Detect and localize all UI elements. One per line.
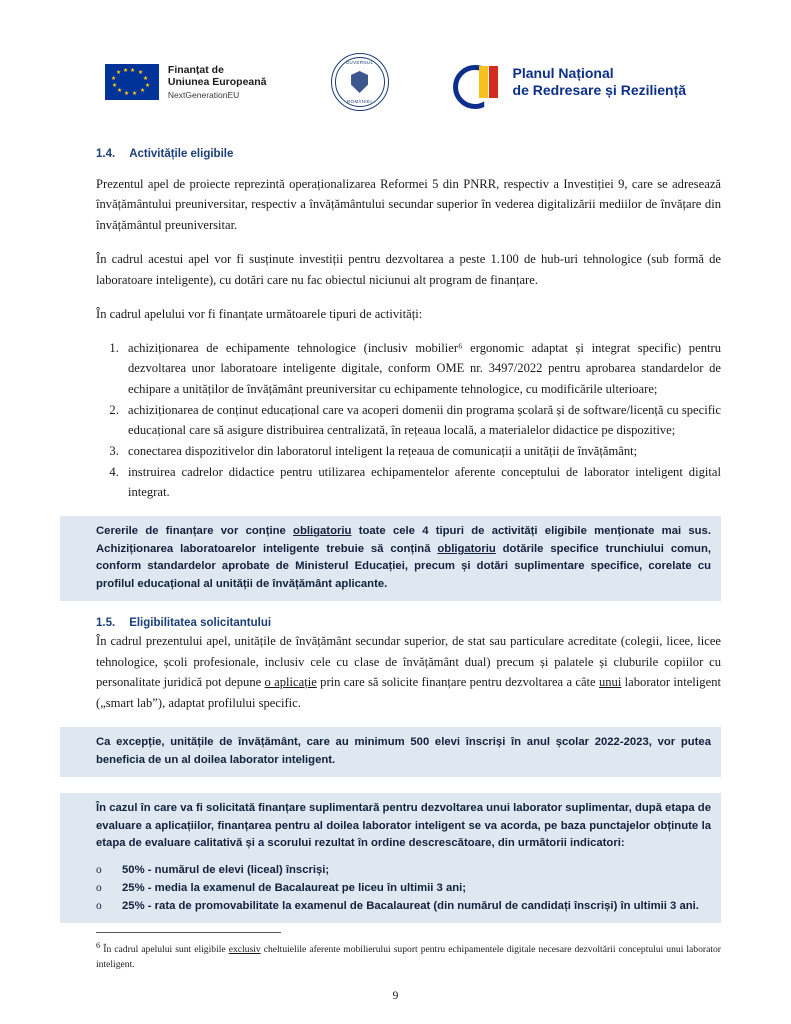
list-item: 4. instruirea cadrelor didactice pentru utilizarea echipamentelor aferente conceptului de laborator inteligent digital integrat. xyxy=(122,462,721,502)
footnote-6 xyxy=(96,939,731,972)
eu-flag-icon: ★ ★ ★ ★ ★ ★ ★ ★ ★ ★ ★ ★ xyxy=(105,64,159,100)
callout-mandatory-activities xyxy=(60,516,721,601)
s15-p1-part1: În cadrul prezentului apel, unitățile de învățământ secundar superior, de stat sau particulare acreditate (colegii, licee, licee tehnologice, școli profesionale, inclusiv cele cu clase de învățământ dual) precum și palatele și cluburile copiilor cu personalitate juridică pot depune xyxy=(96,634,721,690)
bullet-circle-icon: o xyxy=(96,899,102,912)
section-1-4-number: 1.4. xyxy=(96,148,116,160)
section-1-4-title: Activitățile eligibile xyxy=(129,148,234,160)
eu-funding-logo xyxy=(105,64,267,101)
footnote-underline: exclusiv xyxy=(228,944,261,956)
bullet-circle-icon: o xyxy=(96,881,102,894)
callout-additional-funding: În cazul în care va fi solicitată finanțare suplimentară pentru dezvoltarea unui laborator suplimentar, după etapa de evaluare a aplicațiilor, finanțarea pentru al doilea laborator inteligent se va acorda, pe baza punctajelor obținute la etapa de evaluare calitativă și a scorului rezultat în ordine descrescătoare, din următorii indicatori: xyxy=(60,793,721,857)
footnote-divider xyxy=(96,932,281,933)
eu-logo-line2: Uniunea Europeană xyxy=(167,75,267,88)
section-1-4-paragraph-2: În cadrul acestui apel vor fi susținute investiții pentru dezvoltarea a peste 1.100 de hub-uri tehnologice (sub formă de laboratoare inteligente), cu dotări care nu fac obiectul niciunui alt program de finanțare. xyxy=(96,252,721,287)
s15-p1-underline1: o aplicație xyxy=(264,675,317,690)
callout-text-1: Cererile de finanțare vor conține xyxy=(96,525,294,538)
government-of-romania-logo xyxy=(329,53,391,111)
indicator-text: 50% - numărul de elevi (liceal) înscriși; xyxy=(122,863,330,876)
footnote-text-1: În cadrul apelului sunt eligibile xyxy=(100,944,229,956)
list-item: 3. conectarea dispozitivelor din laboratorul inteligent la rețeaua de comunicații a unității de învățământ; xyxy=(122,441,721,461)
footnote-area xyxy=(60,932,731,972)
s15-p1-part2: prin care să solicite finanțare pentru dezvoltarea a câte xyxy=(316,675,599,690)
s15-p1-part3: laborator inteligent („smart lab”), adaptat profilului specific. xyxy=(96,675,721,710)
list-item: 1. achiziționarea de echipamente tehnologice (inclusiv mobilier⁶ ergonomic adaptat și integrat specific) pentru dezvoltarea unor laboratoare inteligente digitale, conform OME nr. 3497/2022 pentru aprobarea standardelor de echipare a unităților de învățământ preuniversitar cu echipamente tehnologice, cu modificările ulterioare; xyxy=(122,338,721,398)
callout-text-2: toate cele 4 tipuri de activități eligibile menționate mai sus. Achiziționarea laboratoarelor inteligente trebuie să conțină xyxy=(96,525,711,555)
section-1-4-heading xyxy=(60,148,731,160)
callout-underline-1: obligatoriu xyxy=(293,525,352,538)
gov-logo-bottom-text: ROMÂNIEI xyxy=(347,99,372,104)
list-item xyxy=(96,897,701,915)
eu-logo-line3: NextGenerationEU xyxy=(167,90,240,101)
callout-text-3: dotările specifice trunchiului comun, conform standardelor aprobate de Ministerul Educației, precum și dotări suplimentare specifice, corelate cu profilul educațional al unității de învățământ aplicante. xyxy=(96,542,711,590)
eligible-activities-list xyxy=(60,338,731,502)
bullet-circle-icon: o xyxy=(96,863,102,876)
indicator-text: 25% - rata de promovabilitate la examenul de Bacalaureat (din numărul de candidați înscriși) în ultimii 3 ani. xyxy=(122,899,699,912)
section-1-5-title: Eligibilitatea solicitantului xyxy=(129,617,272,630)
pnrr-mark-icon xyxy=(453,62,503,102)
indicators-list xyxy=(96,861,711,915)
pnrr-logo-line1: Planul Național xyxy=(512,64,614,81)
section-1-5-heading xyxy=(60,617,731,629)
section-1-5-paragraph-1 xyxy=(60,631,731,713)
logo-header-row xyxy=(60,52,731,112)
section-1-5-number: 1.5. xyxy=(96,617,116,630)
callout-underline-2: obligatoriu xyxy=(437,542,496,555)
footnote-text-2: cheltuielile aferente mobilierului suport pentru echipamentele digitale necesare dezvoltării conceptului unui laborator inteligent. xyxy=(96,944,722,970)
eu-logo-text xyxy=(168,64,267,101)
indicator-text: 25% - media la examenul de Bacalaureat pe liceu în ultimii 3 ani; xyxy=(122,881,467,894)
callout-exception-second-lab: Ca excepție, unitățile de învățământ, care au minimum 500 elevi înscriși în anul școlar 2022-2023, vor putea beneficia de un al doilea laborator inteligent. xyxy=(60,727,721,777)
list-item xyxy=(96,861,701,879)
page-number: 9 xyxy=(392,990,399,1002)
list-item: 2. achiziționarea de conținut educațional care va acoperi domenii din programa școlară și de software/licență cu specific educațional care să asigure distribuirea centralizată, în rețeaua locală, a materialelor didactice pe dispozitive; xyxy=(122,400,721,440)
gov-emblem-icon xyxy=(351,71,368,93)
s15-p1-underline2: unui xyxy=(598,675,622,690)
pnrr-logo-text xyxy=(513,65,687,100)
list-item xyxy=(96,879,701,897)
gov-seal-icon xyxy=(331,53,389,111)
eu-logo-line1: Finanțat de xyxy=(167,63,224,76)
section-1-4-paragraph-3: În cadrul apelului vor fi finanțate următoarele tipuri de activități: xyxy=(96,306,423,321)
gov-logo-top-text: GUVERNUL xyxy=(345,60,374,65)
callout-indicators-wrap xyxy=(60,857,721,923)
pnrr-logo xyxy=(453,62,687,102)
pnrr-logo-line2: de Redresare și Reziliență xyxy=(512,82,687,98)
footnote-marker: 6 xyxy=(96,940,101,951)
section-1-4-paragraph-1: Prezentul apel de proiecte reprezintă operaționalizarea Reformei 5 din PNRR, respectiv a Investiției 9, care se adresează învățământului preuniversitar, respectiv a învățământului secundar superior în vederea digitalizării mediilor de învățare din învățământul preuniversitar. xyxy=(96,177,721,232)
